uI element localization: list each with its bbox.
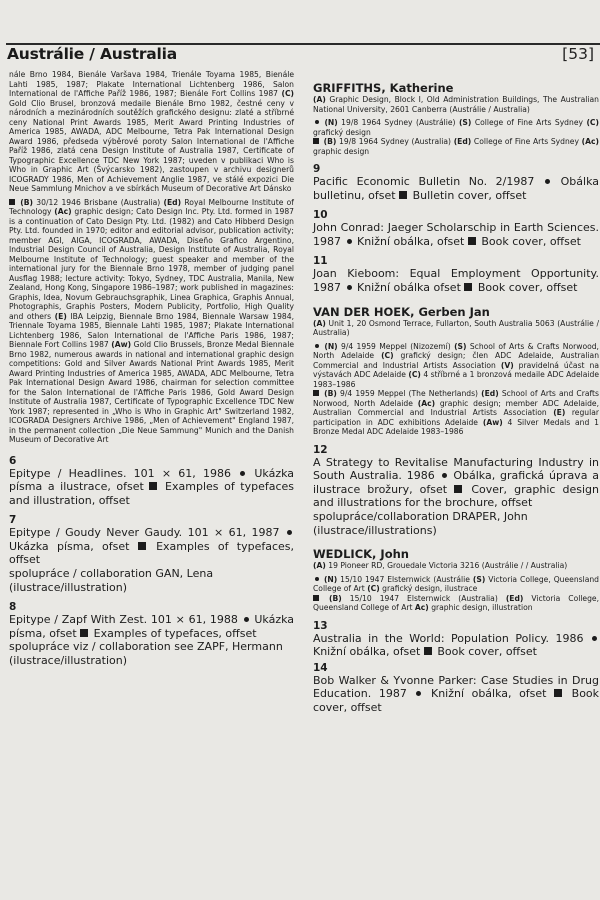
czech-bullet-icon [315,577,319,581]
work-entry: 13 Australia in the World: Population Policy. 1986 Knižní obálka, ofset Book cover, offset [313,620,599,659]
czech-bullet-icon [315,344,319,348]
work-collaboration: spolupráce / collaboration GAN, Lena (ilustrace/illustration) [9,567,214,594]
work-entry: 12 A Strategy to Revitalise Manufacturing Industry in South Australia. 1986 Obálka, grafická úprava a ilustrace brožury, ofset Cover, graphic design and illustrations for the brochure, offset spolupráce/collaboration DRAPER, John (ilustrace/illustrations) [313,443,600,537]
bio-continuation-cz: nále Brno 1984, Bienále Varšava 1984, Trienále Toyama 1985, Bienále Lahti 1985, 1987; Plakate International Lichtenberg 1986, Salon International de l'Affiche Paříž 1986, 1987; Bienále Fort Collins 1987 (C) Gold Clio Brusel, bronzová medaile Bienále Brno 1982, čestné ceny v národních a mezinárodních soutěžích grafického designu: zlaté a stříbrné ceny National Print Awards 1985, Merit Award Printing Industries of America 1985, AWADA, ADC Melbourne, Tetra Pak International Design Award 1986, předseda výběrové poroty Salon International de l'Affiche Paříž 1986, zlatá cena Design Institute of Australia 1987, Certificate of Typographic Excellence TDC New York 1987; uveden v publikaci Who is Who in Graphic Art (Švýcarsko 1982), zastoupen v archivu designerů ICOGRADY 1986, Men of Achievement Anglie 1987, ve stálé expozici Die Neue Sammlung Mnichov a ve sbírkách Museum of Decorative Art Dánsko [9,70,294,193]
artist-name: GRIFFITHS, Katherine [313,81,454,95]
bio-czech: (N) 9/4 1959 Meppel (Nizozemí) (S) School of Arts & Crafts Norwood, North Adelaide (C) grafický design; člen ADC Adelaide, Australian Commercial and Industrial Artists Association (V) pravidelná účast na výstavách ADC Adelaide (C) 4 stříbrné a 1 bronzová medaile ADC Adelaide 1983–1986 [313,341,600,389]
english-square-icon [138,542,146,550]
english-square-icon [313,390,319,396]
work-number: 6 [9,454,17,467]
work-entry: 14 Bob Walker & Yvonne Parker: Case Studies in Drug Education. 1987 Knižní obálka, ofset Book cover, offset [313,661,600,714]
work-collaboration: spolupráce/collaboration DRAPER, John (ilustrace/illustrations) [313,509,528,537]
czech-bullet-icon [287,530,292,535]
bio-english: (B) 30/12 1946 Brisbane (Australia) (Ed) Royal Melbourne Institute of Technology (Ac) graphic design; Cato Design Inc. Pty. Ltd. formed in 1987 is a continuation of Cato Design Pty. Ltd. (1982) and Cato Hibberd Design Pty. Ltd. founded in 1970; editor and editorial advisor, publication activity; member AGI, AIGA, ICOGRADA, AWADA, Diseño Grafico Argentino, Industrial Design Council of Australia, Design Institute of Australia, Royal Melbourne Institute of Technology; guest speaker and member of the international jury for the Biennale Brno 1978, member of judging panel Ausflag 1988; lecture activity: Tokyo, Sydney, TDC Australia, Manila, New Zealand, Hong Kong, Singapore 1986–1987; work published in magazines: Graphis, Idea, Novum Gebrauchsgraphik, Linea Graphica, Graphis Annual, Photographis, Graphis Posters, Modern Publicity, Portfolio, High Quality and others (E) IBA Leipzig, Biennale Brno 1984, Biennale Warsaw 1984, Triennale Toyama 1985, Biennale Lahti 1985, 1987; Plakate International Lichtenberg 1986, Salon International de l'Affiche Paris 1986, 1987; Biennale Fort Collins 1987 (Aw) Gold Clio Brussels, Bronze Medal Biennale Brno 1982, numerous awards in national and international graphic design competitions: Gold and Silver Awards National Print Awards 1985, Merit Award Printing Industries of America 1985, AWADA, ADC Melbourne, Tetra Pak International Design Award 1986, chairman for selection committee for the Salon International de l'Affiche Paris 1986, Gold Award Design Institute of Australia 1987, Certificate of Typographic Excellence TDC New York 1987; represented in „Who is Who in Graphic Art" Switzerland 1982, ICOGRADA Designers Archive 1986, „Men of Achievement" England 1987, in the permanent collection „Die Neue Sammung" Munich and the Danish Museum of Decorative Art [9,197,294,444]
running-head: Austrálie / Australia [7,45,178,63]
czech-bullet-icon [416,691,421,696]
work-entry: 10 John Conrad: Jaeger Scholarschip in Earth Sciences. 1987 Knižní obálka, ofset Book cover, offset [313,209,599,248]
czech-bullet-icon [442,473,447,478]
english-square-icon [554,689,562,697]
work-entry: 6 Epitype / Headlines. 101 × 61, 1986 Ukázka písma a ilustrace, ofset Examples of typefaces and illustration, offset [9,454,295,507]
artist-name: WEDLICK, John [313,547,409,562]
work-collaboration: spolupráce viz / collaboration see ZAPF, Hermann (ilustrace/illustration) [9,640,283,668]
bio-english: (B) 9/4 1959 Meppel (The Netherlands) (Ed) School of Arts and Crafts Norwood, North Adelaide (Ac) graphic design; member ADC Adelaide, Australian Commercial and Industrial Artists Association (E) regular participation in ADC exhibitions Adelaide (Aw) 4 Silver Medals and 1 Bronze Medal ADC Adelaide 1983–1986 [313,389,600,437]
artist-entry [313,306,599,538]
work-number: 7 [9,514,17,527]
english-square-icon [454,485,462,493]
english-square-icon [313,138,319,144]
czech-bullet-icon [347,285,352,290]
work-entry: 9 Pacific Economic Bulletin No. 2/1987 Obálka bulletinu, ofset Bulletin cover, offset [313,163,599,202]
english-square-icon [149,482,157,490]
czech-bullet-icon [240,471,245,476]
artist-address: (A) 19 Pioneer RD, Grouedale Victoria 3216 (Austrálie / / Australia) [313,561,568,571]
right-column [313,82,599,715]
artist-entry [313,82,599,295]
work-entry: 8 Epitype / Zapf With Zest. 101 × 61, 1988 Ukázka písma, ofset Examples of typefaces, offset spolupráce viz / collaboration see ZAPF, Hermann (ilustrace/illustration) [9,601,295,668]
work-entry: 11 Joan Kieboom: Equal Employment Opportunity. 1987 Knižní obálka ofset Book cover, offset [313,255,599,294]
artist-name: VAN DER HOEK, Gerben Jan [313,304,490,319]
english-square-icon [468,237,476,245]
bio-czech: (N) 15/10 1947 Elsternwick (Austrálie (S) Victoria College, Queensland College of Art (C) grafický design, ilustrace [313,574,599,594]
bio-czech: (N) 19/8 1964 Sydney (Austrálie) (S) College of Fine Arts Sydney (C) grafický design [313,118,599,137]
artist-address: (A) Unit 1, 20 Osmond Terrace, Fullarton, South Australia 5063 (Austrálie / Australia) [313,318,599,338]
czech-bullet-icon [315,120,319,124]
work-entry: 7 Epitype / Goudy Never Gaudy. 101 × 61, 1987 Ukázka písma, ofset Examples of typefaces, offset spolupráce / collaboration GAN, Lena (ilustrace/illustration) [9,514,295,594]
czech-bullet-icon [347,239,352,244]
bio-english: (B) 19/8 1964 Sydney (Australia) (Ed) College of Fine Arts Sydney (Ac) graphic design [313,137,599,156]
czech-bullet-icon [592,636,597,641]
czech-bullet-icon [545,179,550,184]
artist-entry [313,548,599,714]
bio-english: (B) 15/10 1947 Elsternwick (Australia) (Ed) Victoria College, Queensland College of Art Ac) graphic design, illustration [313,593,600,613]
czech-bullet-icon [244,617,249,622]
english-square-icon [464,283,472,291]
artist-address: (A) Graphic Design, Block I, Old Administration Buildings, The Australian National University, 2601 Canberra (Austrálie / Australia) [313,95,599,114]
english-square-icon [313,595,319,601]
english-square-icon [80,629,88,637]
work-number: 8 [9,601,17,614]
english-square-icon [399,191,407,199]
left-column [9,70,294,668]
page-number: [53] [562,45,594,63]
english-square-icon [9,199,15,205]
english-square-icon [424,647,432,655]
